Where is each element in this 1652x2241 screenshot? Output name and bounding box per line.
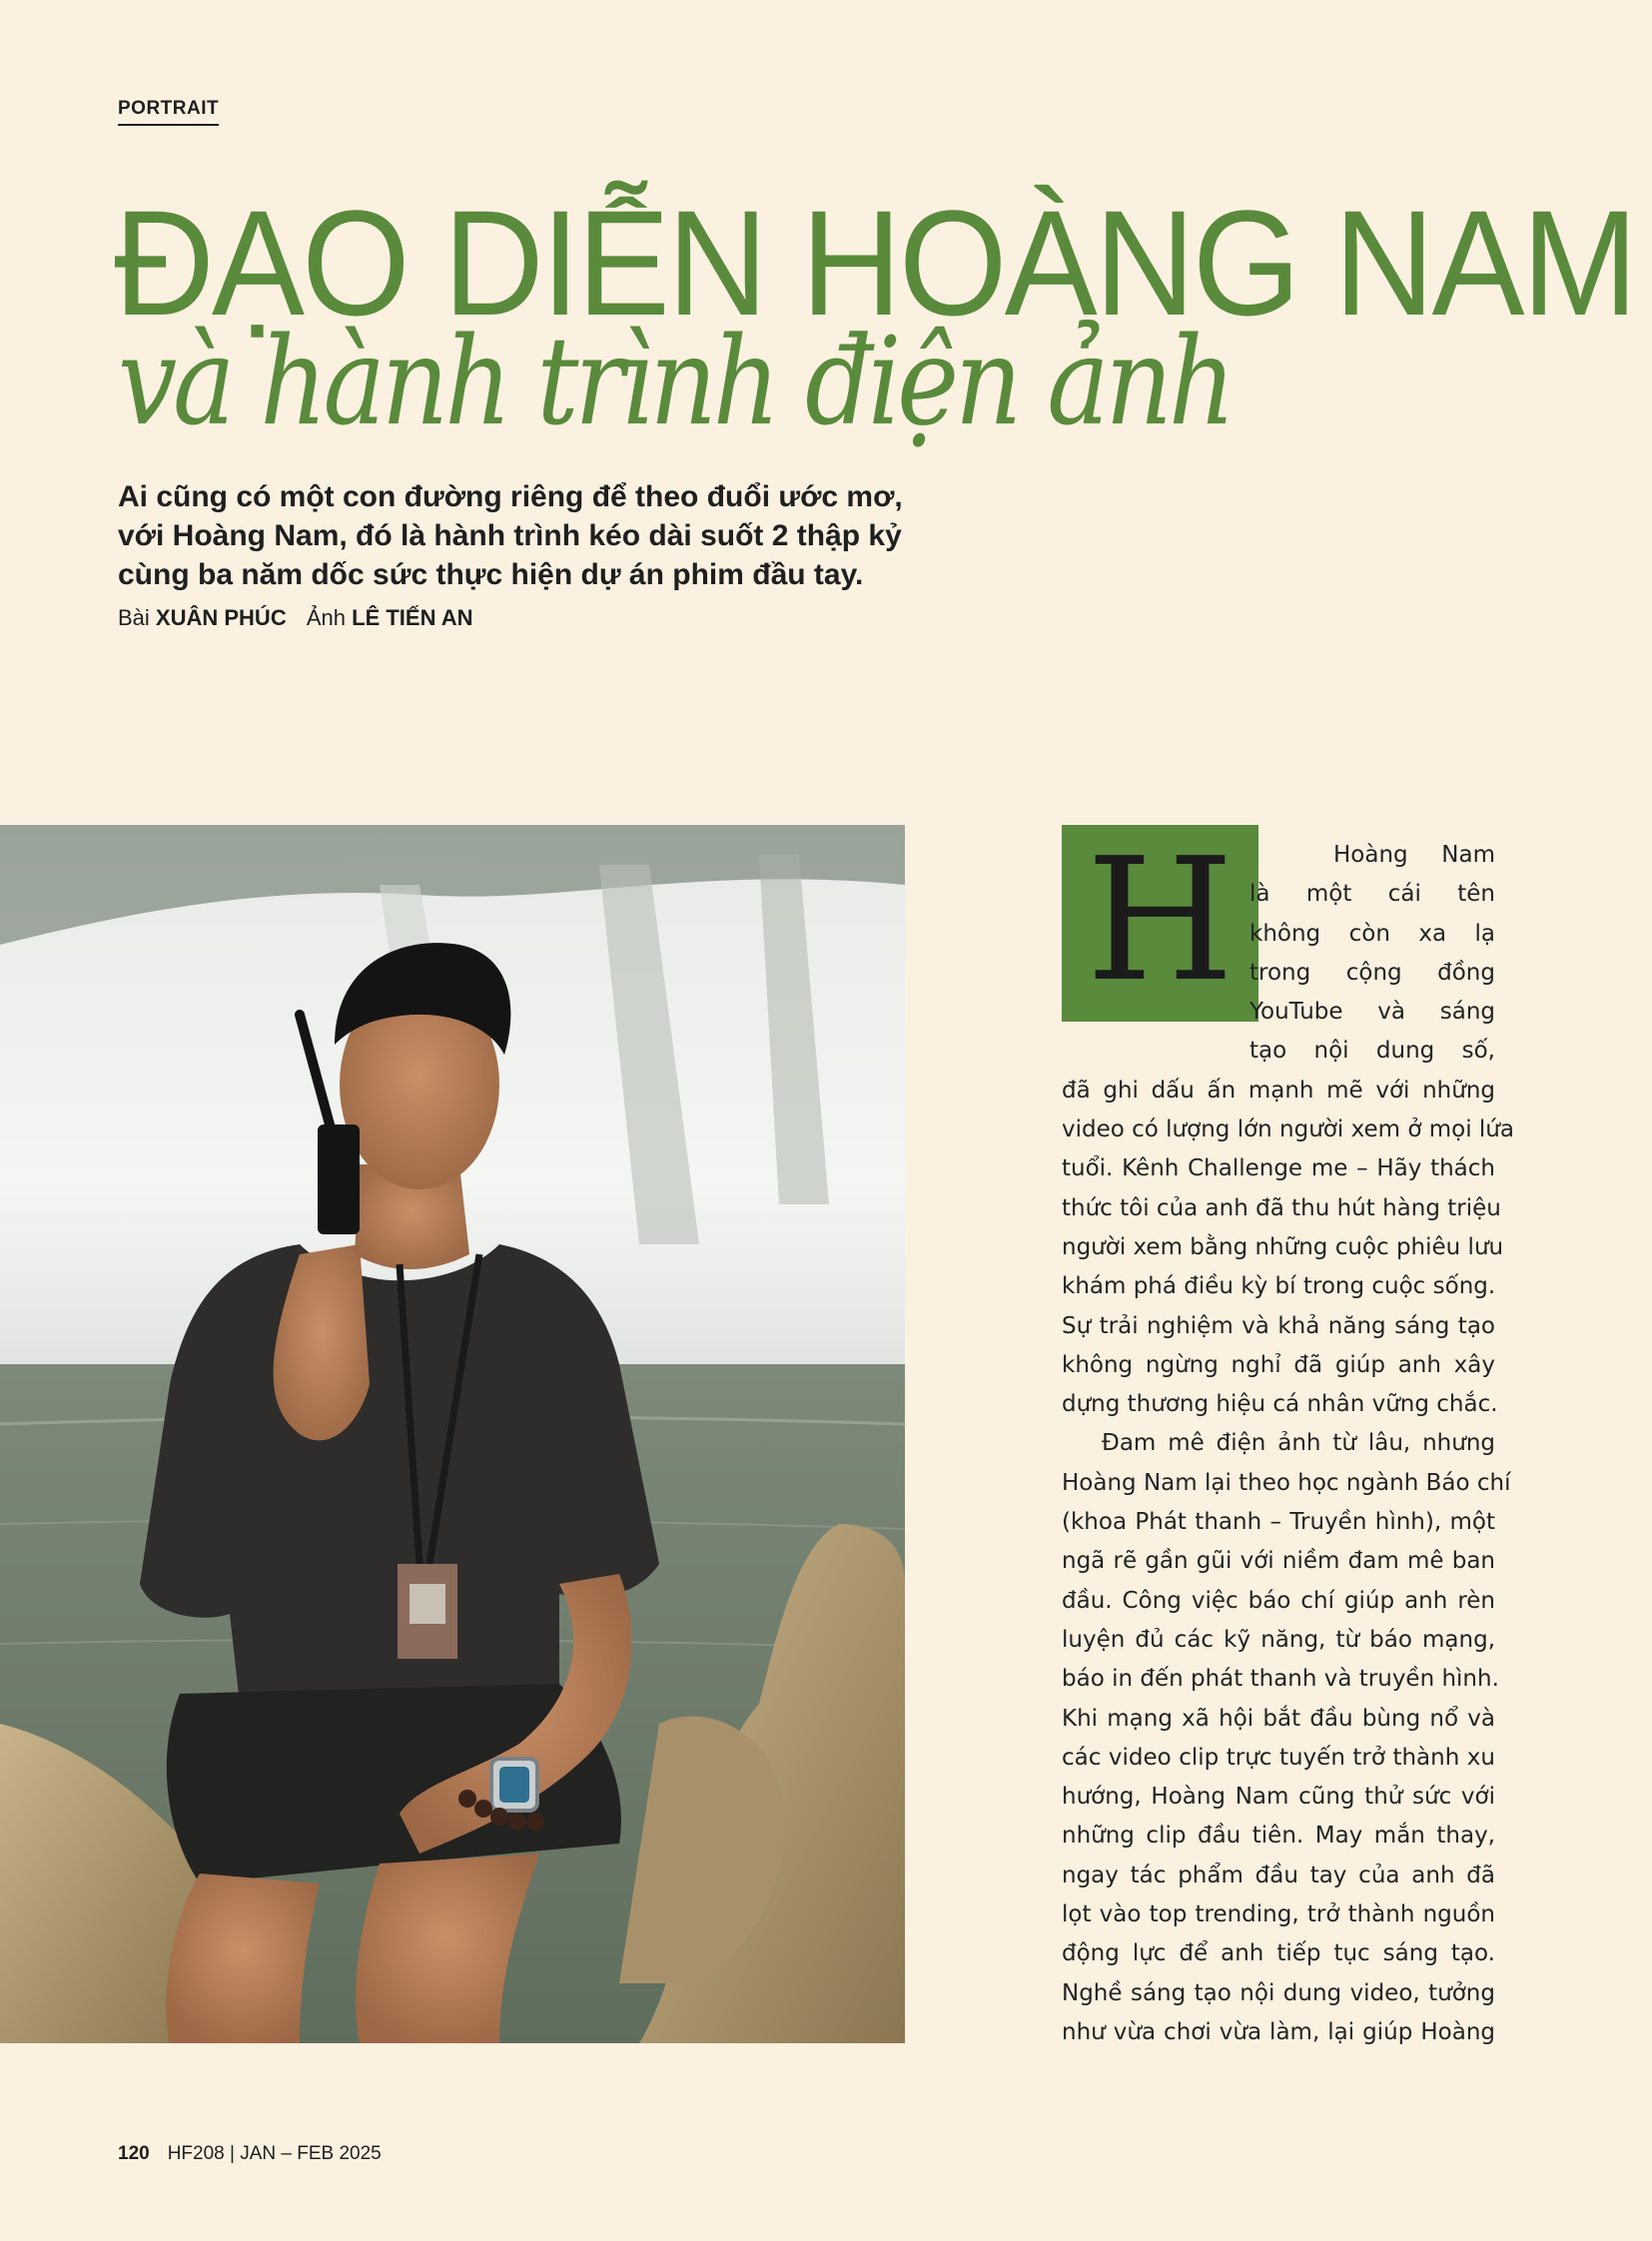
body-line: như vừa chơi vừa làm, lại giúp Hoàng xyxy=(1062,2018,1495,2045)
body-line: người xem bằng những cuộc phiêu lưu xyxy=(1062,1233,1504,1260)
body-line: lọt vào top trending, trở thành nguồn xyxy=(1062,1901,1495,1928)
body-line: Khi mạng xã hội bắt đầu bùng nổ và xyxy=(1062,1705,1495,1732)
body-line: dựng thương hiệu cá nhân vững chắc. xyxy=(1062,1391,1498,1418)
page-number: 120 xyxy=(118,2143,150,2164)
dropcap-letter: H xyxy=(1086,821,1235,1020)
body-line: Nghề sáng tạo nội dung video, tưởng xyxy=(1062,1979,1495,2006)
body-line: các video clip trực tuyến trở thành xu xyxy=(1062,1744,1495,1771)
body-line: không còn xa lạ xyxy=(1249,920,1495,947)
byline-text-label: Bài xyxy=(118,605,150,630)
body-line: tạo nội dung số, xyxy=(1249,1038,1495,1065)
body-line: luyện đủ các kỹ năng, từ báo mạng, xyxy=(1062,1626,1495,1653)
body-line: hướng, Hoàng Nam cũng thử sức với xyxy=(1062,1784,1495,1811)
body-line: Sự trải nghiệm và khả năng sáng tạo xyxy=(1062,1312,1495,1339)
body-line: không ngừng nghỉ đã giúp anh xây xyxy=(1062,1351,1495,1378)
body-line: tuổi. Kênh Challenge me – Hãy thách xyxy=(1062,1155,1495,1182)
body-line: động lực để anh tiếp tục sáng tạo. xyxy=(1062,1940,1495,1967)
body-line: ngã rẽ gần gũi với niềm đam mê ban xyxy=(1062,1548,1495,1575)
body-line: Đam mê điện ảnh từ lâu, nhưng xyxy=(1102,1430,1495,1457)
body-line: những clip đầu tiên. May mắn thay, xyxy=(1062,1823,1495,1850)
portrait-photo xyxy=(0,825,905,2043)
body-line: đã ghi dấu ấn mạnh mẽ với những xyxy=(1062,1077,1495,1104)
body-line: video có lượng lớn người xem ở mọi lứa xyxy=(1062,1117,1514,1143)
article-subtitle: và hành trình điện ảnh xyxy=(118,311,1233,452)
body-line: YouTube và sáng xyxy=(1249,999,1495,1026)
section-label: PORTRAIT xyxy=(118,98,219,126)
issue-info: HF208 | JAN – FEB 2025 xyxy=(167,2143,382,2164)
lead-paragraph xyxy=(118,477,967,594)
body-line: ngay tác phẩm đầu tay của anh đã xyxy=(1062,1862,1495,1888)
body-line: thức tôi của anh đã thu hút hàng triệu xyxy=(1062,1194,1501,1221)
page-footer xyxy=(118,2143,382,2165)
article-title: ĐẠO DIỄN HOÀNG NAM xyxy=(114,179,1636,347)
body-line: Hoàng Nam xyxy=(1333,842,1495,868)
body-text xyxy=(1062,821,1514,2052)
body-line: trong cộng đồng xyxy=(1249,959,1495,986)
byline-photo-author: LÊ TIẾN AN xyxy=(352,605,473,630)
byline-photo-label: Ảnh xyxy=(306,605,346,630)
body-line: đầu. Công việc báo chí giúp anh rèn xyxy=(1062,1587,1495,1614)
lead-line: cùng ba năm dốc sức thực hiện dự án phim đầu tay. xyxy=(118,558,864,591)
body-line: khám phá điều kỳ bí trong cuộc sống. xyxy=(1062,1273,1496,1300)
body-line: là một cái tên xyxy=(1249,881,1495,908)
byline-text-author: XUÂN PHÚC xyxy=(155,605,287,630)
body-line: (khoa Phát thanh – Truyền hình), một xyxy=(1062,1509,1495,1536)
byline xyxy=(118,605,473,631)
body-line: Hoàng Nam lại theo học ngành Báo chí xyxy=(1062,1469,1511,1496)
lead-line: Ai cũng có một con đường riêng để theo đuổi ước mơ, xyxy=(118,480,903,513)
lead-line: với Hoàng Nam, đó là hành trình kéo dài suốt 2 thập kỷ xyxy=(118,519,902,552)
body-line: báo in đến phát thanh và truyền hình. xyxy=(1062,1666,1499,1693)
